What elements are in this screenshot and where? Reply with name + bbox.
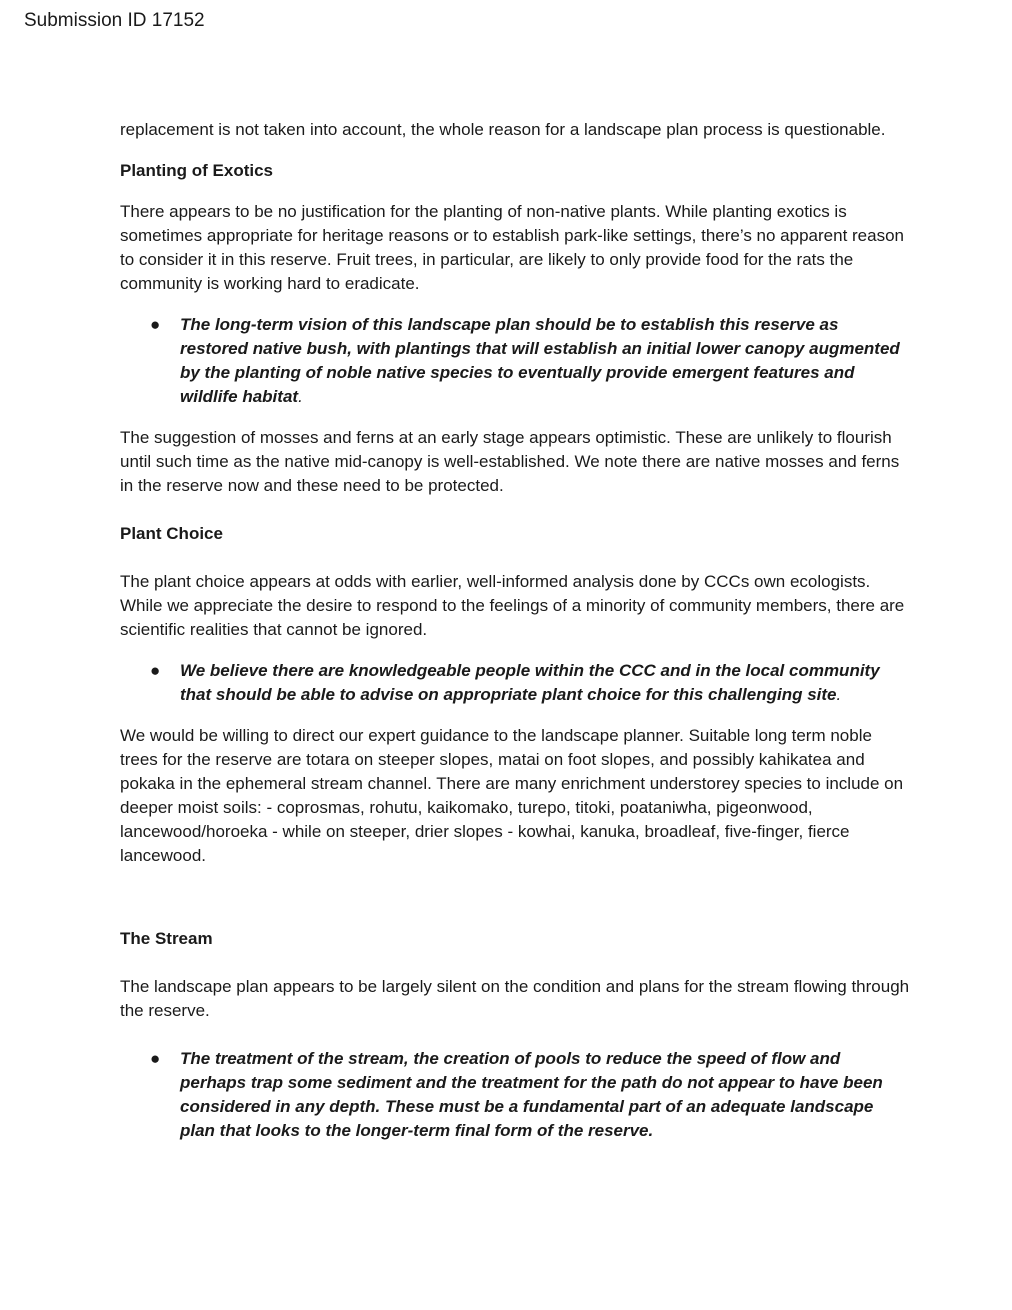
heading-exotics: Planting of Exotics	[120, 161, 274, 180]
stream-bullet-text: The treatment of the stream, the creation of pools to reduce the speed of flow and perhaps trap some sediment and the treatment for the path do not appear to have been considered in any depth. These must be a fundamental part of an adequate landscape plan that looks to the longer-term final form of the reserve.	[180, 1049, 883, 1140]
stream-bullet	[120, 1047, 910, 1143]
bullet-marker: ●	[150, 315, 161, 334]
bullet-period: .	[298, 387, 303, 406]
heading-stream: The Stream	[120, 929, 213, 948]
document-body	[120, 118, 910, 1143]
exotics-paragraph: There appears to be no justification for the planting of non-native plants. While planting exotics is sometimes appropriate for heritage reasons or to establish park-like settings, there’s no apparent reason to consider it in this reserve. Fruit trees, in particular, are likely to only provide food for the rats the community is working hard to eradicate.	[120, 202, 905, 293]
plant-choice-bullet-text: We believe there are knowledgeable people within the CCC and in the local community that should be able to advise on appropriate plant choice for this challenging site	[180, 661, 880, 704]
exotics-bullet	[120, 313, 910, 409]
stream-paragraph: The landscape plan appears to be largely silent on the condition and plans for the stream flowing through the reserve.	[120, 977, 910, 1020]
plant-choice-paragraph-2: We would be willing to direct our expert guidance to the landscape planner. Suitable long term noble trees for the reserve are totara on steeper slopes, matai on foot slopes, and possibly kahikatea and pokaka in the ephemeral stream channel. There are many enrichment understorey species to include on deeper moist soils: - coprosmas, rohutu, kaikomako, turepo, titoki, poataniwha, pigeonwood, lancewood/horoeka - while on steeper, drier slopes - kowhai, kanuka, broadleaf, five-finger, fierce lancewood.	[120, 726, 904, 865]
plant-choice-paragraph: The plant choice appears at odds with earlier, well-informed analysis done by CCCs own ecologists. While we appreciate the desire to respond to the feelings of a minority of community members, there are scientific realities that cannot be ignored.	[120, 572, 905, 639]
bullet-period: .	[836, 685, 842, 704]
bullet-marker: ●	[150, 661, 161, 680]
plant-choice-bullet	[120, 659, 910, 707]
intro-paragraph: replacement is not taken into account, the whole reason for a landscape plan process is questionable.	[120, 120, 886, 139]
heading-plant-choice: Plant Choice	[120, 524, 223, 543]
exotics-bullet-text: The long-term vision of this landscape plan should be to establish this reserve as restored native bush, with plantings that will establish an initial lower canopy augmented by the planting of noble native species to eventually provide emergent features and wildlife habitat	[180, 315, 900, 406]
bullet-marker: ●	[150, 1049, 161, 1068]
exotics-paragraph-2: The suggestion of mosses and ferns at an early stage appears optimistic. These are unlikely to flourish until such time as the native mid-canopy is well-established. We note there are native mosses and ferns in the reserve now and these need to be protected.	[120, 428, 900, 495]
submission-id: Submission ID 17152	[24, 10, 205, 31]
